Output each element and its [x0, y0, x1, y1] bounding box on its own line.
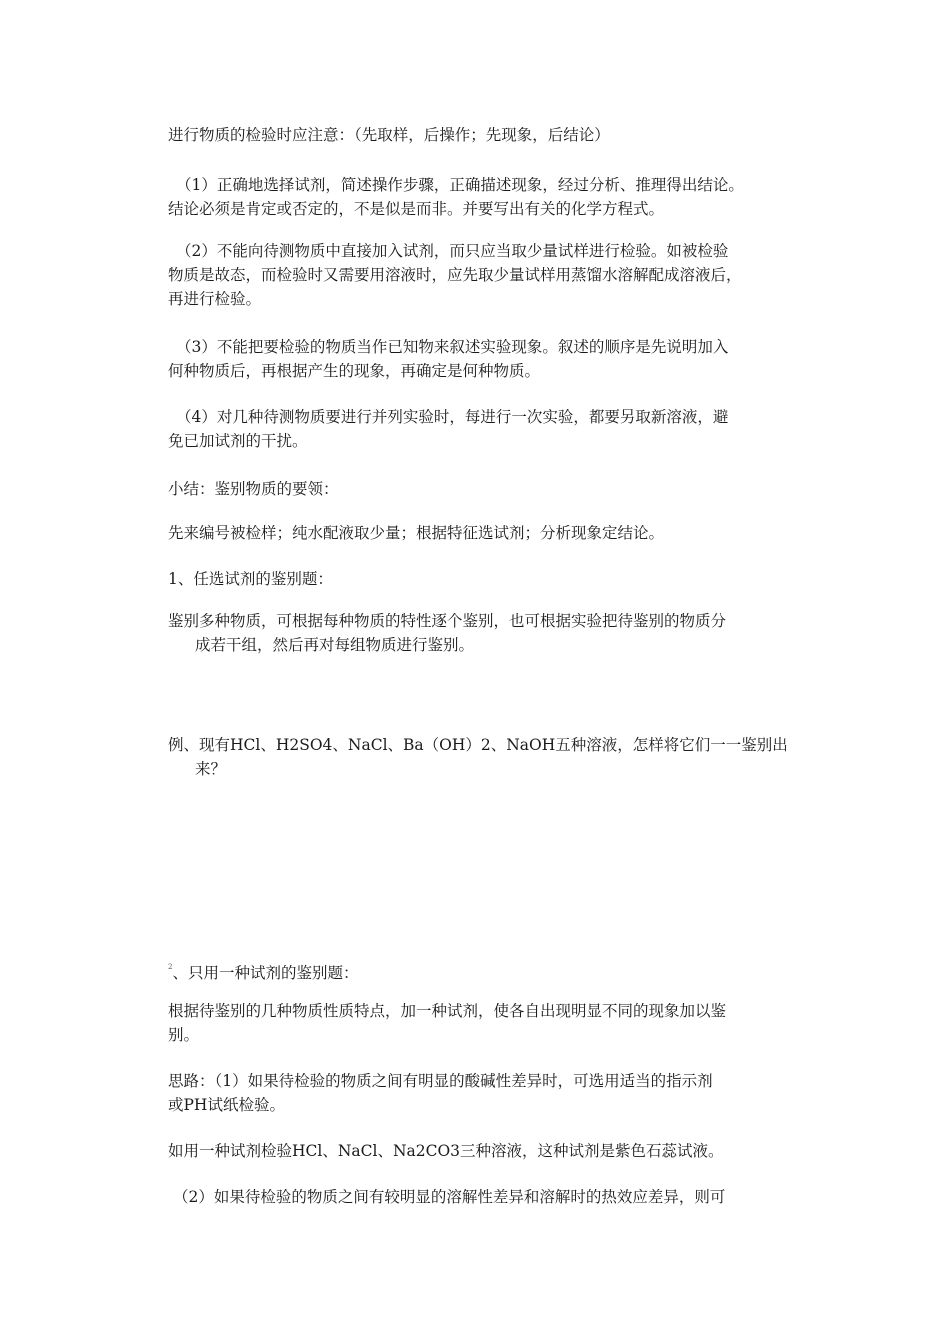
idea-1-line-1: 思路：（1）如果待检验的物质之间有明显的酸碱性差异时，可选用适当的指示剂 — [168, 1072, 713, 1090]
example-line-1: 例、现有HCl、H2SO4、NaCl、Ba（OH）2、NaOH五种溶液，怎样将它们一一鉴别出 — [168, 736, 788, 754]
point-1-line-2: 结论必须是肯定或否定的，不是似是而非。并要写出有关的化学方程式。 — [168, 200, 665, 218]
point-4-line-2: 免已加试剂的干扰。 — [168, 432, 308, 450]
point-2-line-2: 物质是故态，而检验时又需要用溶液时，应先取少量试样用蒸馏水溶解配成溶液后， — [168, 266, 742, 284]
intro-line: 进行物质的检验时应注意：（先取样，后操作；先现象，后结论） — [168, 126, 610, 144]
section-2-title-text: 、只用一种试剂的鉴别题： — [172, 964, 359, 982]
idea-1-line-2: 或PH试纸检验。 — [168, 1096, 285, 1114]
point-1-line-1: （1）正确地选择试剂，简述操作步骤，正确描述现象，经过分析、推理得出结论。 — [176, 176, 744, 194]
section-2-text-line-2: 别。 — [168, 1026, 200, 1044]
idea-2-line: （2）如果待检验的物质之间有较明显的溶解性差异和溶解时的热效应差异，则可 — [173, 1188, 726, 1206]
section-1-text-line-1: 鉴别多种物质，可根据每种物质的特性逐个鉴别，也可根据实验把待鉴别的物质分 — [168, 612, 727, 630]
example-line-2: 来？ — [195, 760, 227, 778]
section-1-title: 1、任选试剂的鉴别题： — [168, 570, 333, 588]
point-3-line-2: 何种物质后，再根据产生的现象，再确定是何种物质。 — [168, 362, 541, 380]
point-2-line-1: （2）不能向待测物质中直接加入试剂，而只应当取少量试样进行检验。如被检验 — [176, 242, 729, 260]
section-1-text-line-2: 成若干组，然后再对每组物质进行鉴别。 — [195, 636, 475, 654]
point-4-line-1: （4）对几种待测物质要进行并列实验时，每进行一次实验，都要另取新溶液，避 — [176, 408, 729, 426]
section-2-number: 2 — [168, 963, 173, 971]
section-2-title — [168, 956, 818, 984]
point-2-line-3: 再进行检验。 — [168, 290, 262, 308]
section-2-text-line-1: 根据待鉴别的几种物质性质特点，加一种试剂，使各自出现明显不同的现象加以鉴 — [168, 1002, 727, 1020]
point-3-line-1: （3）不能把要检验的物质当作已知物来叙述实验现象。叙述的顺序是先说明加入 — [176, 338, 729, 356]
summary-title: 小结：鉴别物质的要领： — [168, 480, 339, 498]
example-2-line: 如用一种试剂检验HCl、NaCl、Na2CO3三种溶液，这种试剂是紫色石蕊试液。 — [168, 1142, 724, 1160]
summary-text: 先来编号被检样；纯水配液取少量；根据特征选试剂；分析现象定结论。 — [168, 524, 665, 542]
